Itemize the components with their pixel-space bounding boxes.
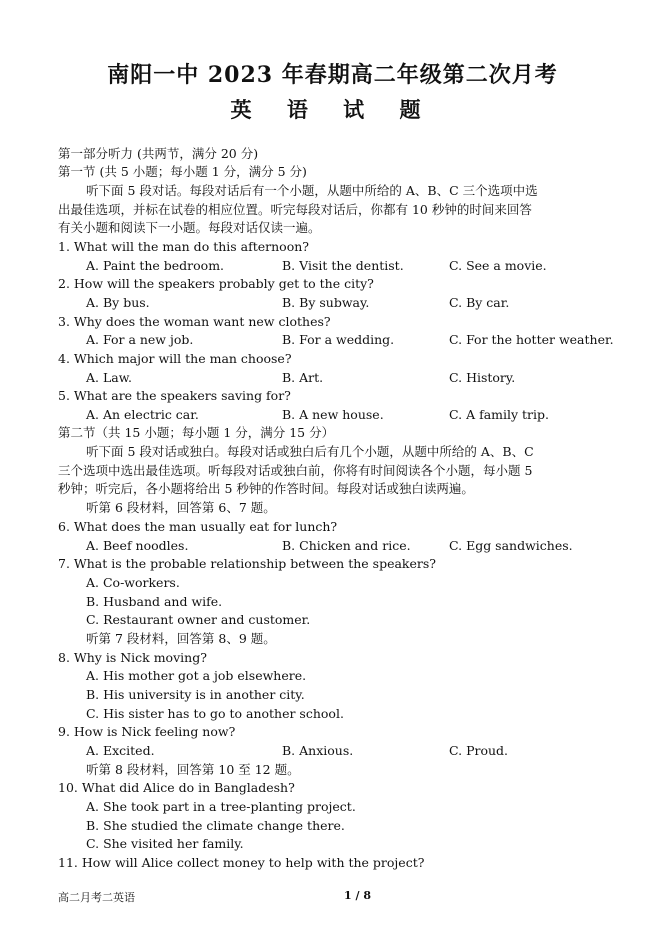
- option-c: C. History.: [449, 370, 516, 385]
- material-note: 听第 6 段材料，回答第 6、7 题。: [86, 500, 276, 515]
- option-a: A. Law.: [86, 370, 132, 385]
- option-b: B. Anxious.: [282, 743, 354, 758]
- question-stem: 4. Which major will the man choose?: [58, 351, 292, 366]
- section2-instruction-line: 听下面 5 段对话或独白。每段对话或独白后有几个小题，从题中所给的 A、B、C: [86, 444, 534, 459]
- question-stem: 7. What is the probable relationship between the speakers?: [58, 556, 436, 571]
- option-c: C. She visited her family.: [86, 836, 244, 851]
- option-a: A. She took part in a tree-planting project.: [86, 799, 356, 814]
- option-a: A. For a new job.: [86, 332, 194, 347]
- question-stem: 8. Why is Nick moving?: [58, 650, 207, 665]
- option-a: A. Beef noodles.: [86, 538, 189, 553]
- part1-heading: 第一部分听力 (共两节，满分 20 分): [58, 146, 259, 161]
- option-a: A. Paint the bedroom.: [86, 258, 225, 273]
- option-c: C. Egg sandwiches.: [449, 538, 573, 553]
- footer-label: 高二月考二英语: [58, 891, 135, 904]
- option-c: C. For the hotter weather.: [449, 332, 614, 347]
- option-a: A. Co-workers.: [86, 575, 180, 590]
- section1-instruction-line: 有关小题和阅读下一小题。每段对话仅读一遍。: [58, 220, 321, 235]
- question-stem: 6. What does the man usually eat for lunch?: [58, 519, 338, 534]
- option-c: C. A family trip.: [449, 407, 549, 422]
- option-c: C. See a movie.: [449, 258, 547, 273]
- question-stem: 3. Why does the woman want new clothes?: [58, 314, 331, 329]
- material-note: 听第 8 段材料，回答第 10 至 12 题。: [86, 762, 300, 777]
- section1-heading: 第一节 (共 5 小题；每小题 1 分，满分 5 分): [58, 164, 307, 179]
- question-stem: 2. How will the speakers probably get to the city?: [58, 276, 374, 291]
- section1-instruction-line: 出最佳选项，并标在试卷的相应位置。听完每段对话后，你都有 10 秒钟的时间来回答: [58, 202, 532, 217]
- option-b: B. His university is in another city.: [86, 687, 305, 702]
- section2-instruction-line: 三个选项中选出最佳选项。听每段对话或独白前，你将有时间阅读各个小题，每小题 5: [58, 463, 533, 478]
- material-note: 听第 7 段材料，回答第 8、9 题。: [86, 631, 276, 646]
- option-b: B. Art.: [282, 370, 324, 385]
- option-c: C. Restaurant owner and customer.: [86, 612, 311, 627]
- option-b: B. She studied the climate change there.: [86, 818, 345, 833]
- option-c: C. By car.: [449, 295, 510, 310]
- option-c: C. Proud.: [449, 743, 509, 758]
- option-a: A. His mother got a job elsewhere.: [86, 668, 307, 683]
- subject-title: 英 语 试 题: [230, 97, 435, 122]
- exam-title: 南阳一中 2023 年春期高二年级第二次月考: [107, 62, 558, 88]
- section2-heading: 第二节（共 15 小题；每小题 1 分，满分 15 分）: [58, 425, 335, 440]
- option-b: B. By subway.: [282, 295, 370, 310]
- section1-instruction-line: 听下面 5 段对话。每段对话后有一个小题，从题中所给的 A、B、C 三个选项中选: [86, 183, 538, 198]
- question-stem: 10. What did Alice do in Bangladesh?: [58, 780, 295, 795]
- question-stem: 9. How is Nick feeling now?: [58, 724, 236, 739]
- option-c: C. His sister has to go to another school.: [86, 706, 344, 721]
- page-number: 1 / 8: [344, 889, 371, 902]
- section2-instruction-line: 秒钟；听完后，各小题将给出 5 秒钟的作答时间。每段对话或独白读两遍。: [58, 481, 474, 496]
- option-b: B. For a wedding.: [282, 332, 395, 347]
- option-b: B. A new house.: [282, 407, 384, 422]
- option-a: A. An electric car.: [86, 407, 199, 422]
- option-b: B. Visit the dentist.: [282, 258, 404, 273]
- option-a: A. By bus.: [86, 295, 150, 310]
- option-b: B. Chicken and rice.: [282, 538, 411, 553]
- question-stem: 5. What are the speakers saving for?: [58, 388, 291, 403]
- question-stem: 11. How will Alice collect money to help with the project?: [58, 855, 425, 870]
- question-stem: 1. What will the man do this afternoon?: [58, 239, 309, 254]
- option-b: B. Husband and wife.: [86, 594, 223, 609]
- option-a: A. Excited.: [86, 743, 155, 758]
